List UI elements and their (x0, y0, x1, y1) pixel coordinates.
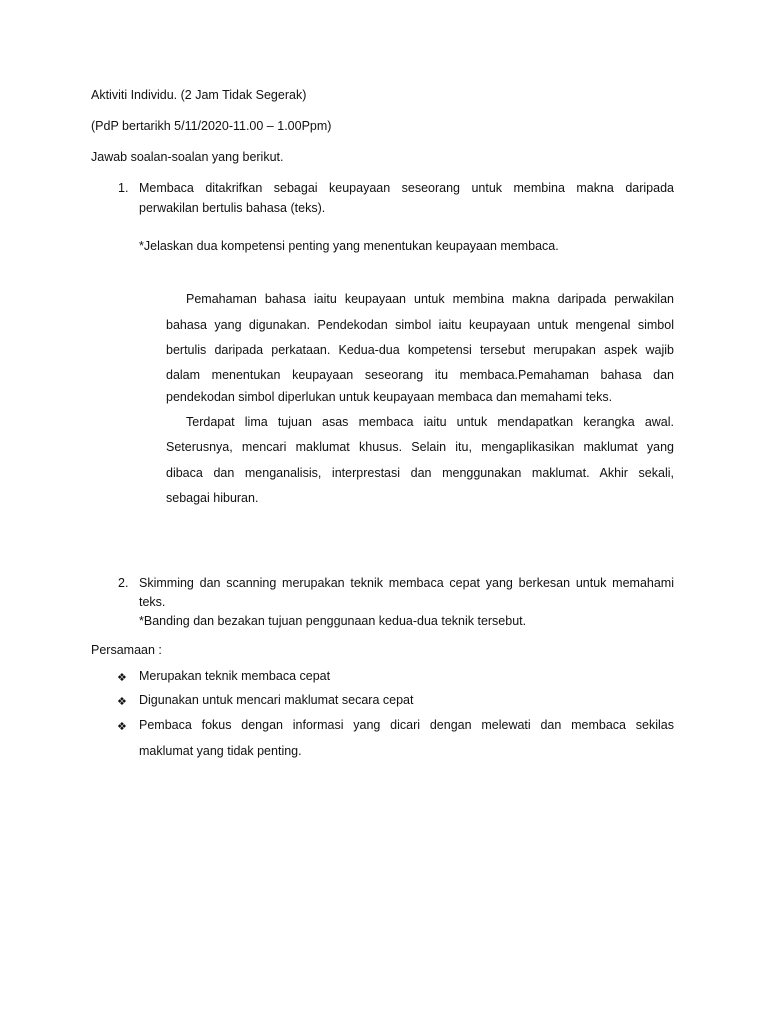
question-2-line-2: teks. (139, 595, 166, 609)
similarity-item-2: Digunakan untuk mencari maklumat secara cepat (139, 693, 414, 707)
similarities-heading: Persamaan : (91, 643, 162, 657)
question-2-number: 2. (118, 576, 129, 590)
activity-title: Aktiviti Individu. (2 Jam Tidak Segerak) (91, 88, 307, 102)
similarity-item-1: Merupakan teknik membaca cepat (139, 669, 331, 683)
answer-1-p2-line-3: dibaca dan menganalisis, interprestasi dan menggunakan maklumat. Akhir sekali, (166, 466, 674, 480)
answer-1-p1-line-4: dalam menentukan keupayaan seseorang itu membaca.Pemahaman bahasa dan (166, 368, 674, 382)
session-info: (PdP bertarikh 5/11/2020-11.00 – 1.00Ppm) (91, 119, 332, 133)
answer-1-p2-line-1: Terdapat lima tujuan asas membaca iaitu untuk mendapatkan kerangka awal. (186, 415, 674, 429)
similarity-item-3-line-2: maklumat yang tidak penting. (139, 744, 302, 758)
question-1-line-2: perwakilan bertulis bahasa (teks). (139, 201, 326, 215)
answer-1-p1-line-2: bahasa yang digunakan. Pendekodan simbol iaitu keupayaan untuk mengenal simbol (166, 318, 674, 332)
diamond-bullet-icon: ❖ (117, 671, 127, 684)
instruction-text: Jawab soalan-soalan yang berikut. (91, 150, 284, 164)
answer-1-p1-line-3: bertulis daripada perkataan. Kedua-dua kompetensi tersebut merupakan aspek wajib (166, 343, 674, 357)
diamond-bullet-icon: ❖ (117, 720, 127, 733)
answer-1-p1-line-5: pendekodan simbol diperlukan untuk keupayaan membaca dan memahami teks. (166, 390, 613, 404)
question-1-line-1: Membaca ditakrifkan sebagai keupayaan seseorang untuk membina makna daripada (139, 181, 674, 195)
question-2-line-1: Skimming dan scanning merupakan teknik membaca cepat yang berkesan untuk memahami (139, 576, 674, 590)
answer-1-p2-line-4: sebagai hiburan. (166, 491, 259, 505)
diamond-bullet-icon: ❖ (117, 695, 127, 708)
similarity-item-3-line-1: Pembaca fokus dengan informasi yang dicari dengan melewati dan membaca sekilas (139, 718, 674, 732)
question-1-number: 1. (118, 181, 129, 195)
answer-1-p1-line-1: Pemahaman bahasa iaitu keupayaan untuk membina makna daripada perwakilan (186, 292, 674, 306)
question-1-task: *Jelaskan dua kompetensi penting yang menentukan keupayaan membaca. (139, 239, 559, 253)
answer-1-p2-line-2: Seterusnya, mencari maklumat khusus. Selain itu, mengaplikasikan maklumat yang (166, 440, 674, 454)
question-2-task: *Banding dan bezakan tujuan penggunaan kedua-dua teknik tersebut. (139, 614, 527, 628)
